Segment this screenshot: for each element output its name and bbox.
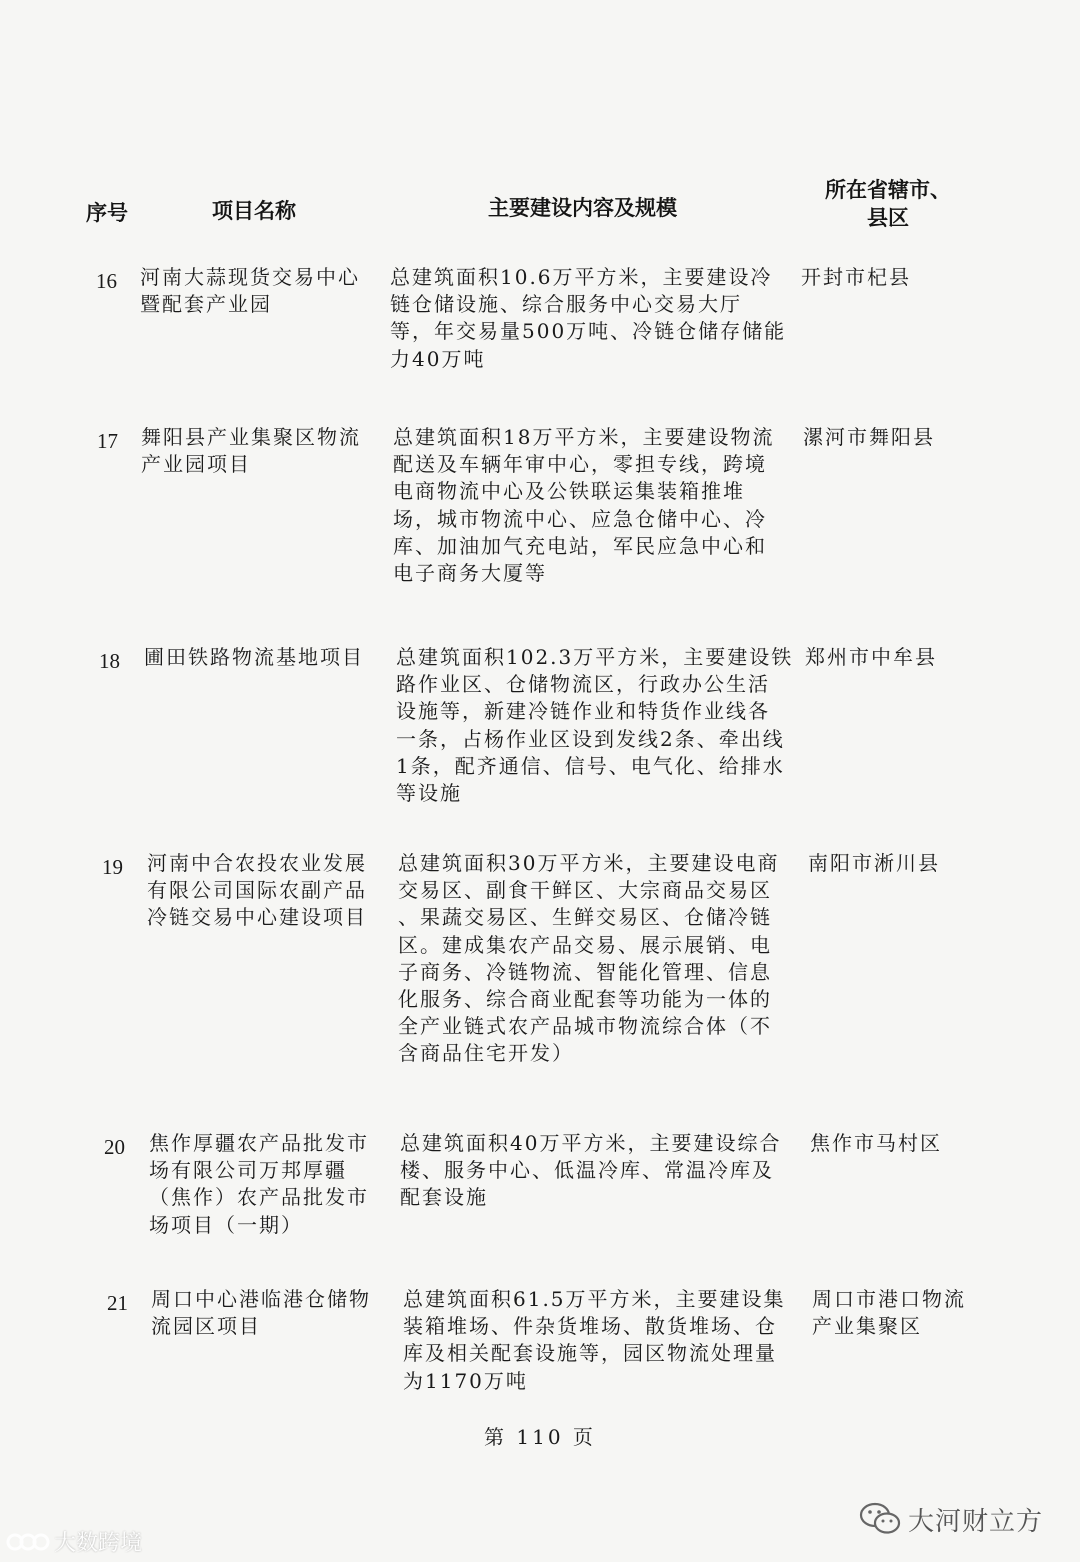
content-line: 总建筑面积10.6万平方米，主要建设冷	[390, 265, 773, 289]
row-project-name	[151, 1286, 389, 1340]
row-region	[805, 644, 975, 671]
row-seq: 19	[102, 855, 123, 879]
watermark-left	[6, 1526, 142, 1557]
content-line: 力40万吨	[390, 346, 486, 371]
content-line: 交易区、副食干鲜区、大宗商品交易区	[398, 878, 772, 903]
name-line: 产业园项目	[141, 452, 251, 477]
header-content-scale: 主要建设内容及规模	[488, 196, 677, 220]
content-line: 1条，配齐通信、信号、电气化、给排水	[396, 753, 785, 778]
content-line: 一条，占杨作业区设到发线2条、牵出线	[396, 726, 785, 751]
region-line: 漯河市舞阳县	[803, 425, 935, 449]
content-line: 等设施	[396, 781, 462, 806]
row-content	[396, 644, 796, 807]
row-seq: 18	[99, 649, 120, 673]
row-project-name	[140, 264, 378, 318]
content-line: 等，年交易量500万吨、冷链仓储存储能	[390, 319, 787, 344]
content-line: 总建筑面积18万平方米，主要建设物流	[393, 425, 775, 449]
content-line: 链仓储设施、综合服务中心交易大厅	[390, 292, 742, 317]
row-project-name	[144, 644, 382, 671]
page-number: 第 110 页	[484, 1425, 596, 1449]
row-content	[393, 424, 793, 587]
content-line: 库、加油加气充电站，军民应急中心和	[393, 533, 767, 558]
wechat-icon	[858, 1500, 902, 1538]
row-region	[801, 264, 971, 291]
content-line: 化服务、综合商业配套等功能为一体的	[398, 987, 772, 1012]
content-line: 含商品住宅开发）	[398, 1041, 574, 1066]
watermark-right-text: 大河财立方	[908, 1506, 1044, 1537]
content-line: 总建筑面积61.5万平方米，主要建设集	[403, 1287, 786, 1311]
row-region	[803, 424, 973, 451]
region-line: 产业集聚区	[812, 1314, 922, 1339]
region-line: 郑州市中牟县	[805, 645, 937, 669]
row-seq: 16	[96, 269, 117, 293]
content-line: 区。建成集农产品交易、展示展销、电	[398, 932, 772, 957]
name-line: 周口中心港临港仓储物	[151, 1287, 371, 1311]
content-line: 楼、服务中心、低温冷库、常温冷库及	[400, 1158, 774, 1183]
name-line: 场有限公司万邦厚疆	[149, 1158, 347, 1183]
row-seq: 21	[107, 1291, 128, 1315]
content-line: 库及相关配套设施等，园区物流处理量	[403, 1341, 777, 1366]
header-project-name: 项目名称	[212, 199, 296, 223]
content-line: 配送及车辆年审中心，零担专线，跨境	[393, 452, 767, 477]
content-line: 子商务、冷链物流、智能化管理、信息	[398, 959, 772, 984]
header-region	[818, 176, 958, 232]
header-seq: 序号	[86, 201, 128, 225]
name-line: 冷链交易中心建设项目	[147, 905, 367, 930]
content-line: 总建筑面积40万平方米，主要建设综合	[400, 1131, 782, 1155]
row-project-name	[141, 424, 379, 478]
row-content	[403, 1286, 803, 1395]
name-line: 流园区项目	[151, 1314, 261, 1339]
row-region	[812, 1286, 982, 1340]
row-content	[398, 850, 798, 1068]
content-line: 配套设施	[400, 1185, 488, 1210]
content-line: 设施等，新建冷链作业和特货作业线各	[396, 699, 770, 724]
header-region-line1: 所在省辖市、	[825, 178, 951, 202]
content-line: 全产业链式农产品城市物流综合体（不	[398, 1014, 772, 1039]
region-line: 开封市杞县	[801, 265, 911, 289]
row-seq: 20	[104, 1135, 125, 1159]
name-line: 焦作厚疆农产品批发市	[149, 1131, 369, 1155]
row-content	[390, 264, 790, 373]
region-line: 南阳市淅川县	[808, 851, 940, 875]
name-line: 河南中合农投农业发展	[147, 851, 367, 875]
region-line: 焦作市马村区	[810, 1131, 942, 1155]
name-line: 暨配套产业园	[140, 292, 272, 317]
watermark-right	[858, 1500, 1043, 1538]
name-line: 河南大蒜现货交易中心	[140, 265, 360, 289]
content-line: 、果蔬交易区、生鲜交易区、仓储冷链	[398, 905, 772, 930]
name-line: 圃田铁路物流基地项目	[144, 645, 364, 669]
content-line: 场，城市物流中心、应急仓储中心、冷	[393, 506, 767, 531]
name-line: 舞阳县产业集聚区物流	[141, 425, 361, 449]
header-region-line2: 县区	[867, 206, 909, 230]
row-seq: 17	[97, 429, 118, 453]
content-line: 路作业区、仓储物流区，行政办公生活	[396, 672, 770, 697]
name-line: 场项目（一期）	[149, 1212, 303, 1237]
content-line: 装箱堆场、件杂货堆场、散货堆场、仓	[403, 1314, 777, 1339]
row-project-name	[149, 1130, 387, 1239]
row-region	[810, 1130, 980, 1157]
row-content	[400, 1130, 800, 1212]
row-region	[808, 850, 978, 877]
name-line: 有限公司国际农副产品	[147, 878, 367, 903]
name-line: （焦作）农产品批发市	[149, 1185, 369, 1210]
content-line: 电商物流中心及公铁联运集装箱推堆	[393, 479, 745, 504]
watermark-left-text: 大数跨境	[54, 1531, 143, 1556]
brand-logo-icon	[6, 1528, 50, 1556]
content-line: 总建筑面积30万平方米，主要建设电商	[398, 851, 780, 875]
row-project-name	[147, 850, 385, 932]
region-line: 周口市港口物流	[812, 1287, 966, 1311]
content-line: 总建筑面积102.3万平方米，主要建设铁	[396, 645, 794, 669]
content-line: 为1170万吨	[403, 1368, 528, 1393]
content-line: 电子商务大厦等	[393, 561, 547, 586]
